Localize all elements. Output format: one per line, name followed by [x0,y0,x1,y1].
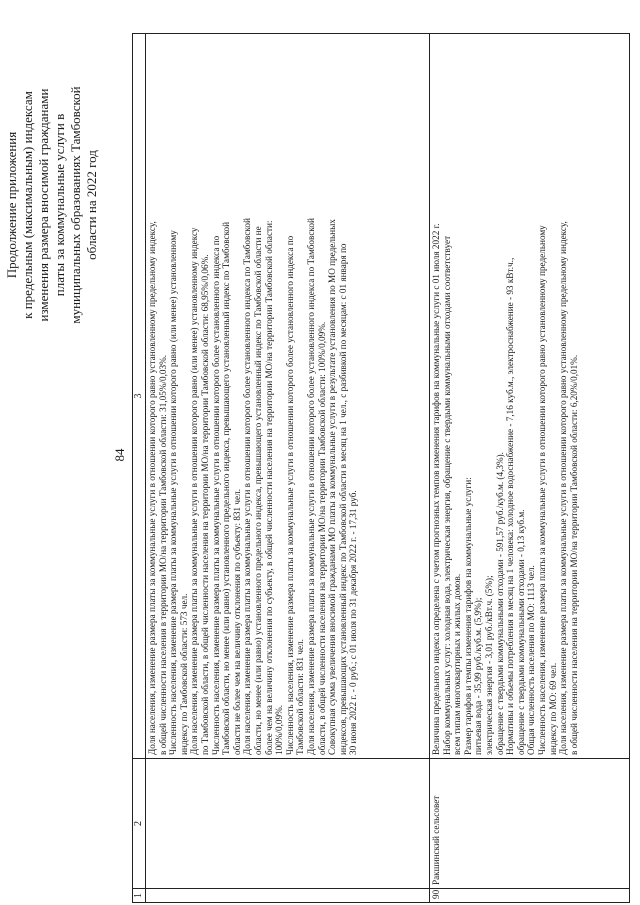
text-line: 100%/0,09%. [274,704,285,755]
text-line: Доля населения, изменение размера платы за коммунальные услуги в отношении которого равно установленному предельному индексу, [558,221,569,755]
indices-table [132,33,630,903]
header-col-3: 3 [133,34,146,759]
heading-line: изменения размера вносимой гражданами [36,88,51,322]
text-line: Тамбовской области, но менее (или равно) установленного предельного индекса, превышающего установленный индекс по Тамбовской [221,221,232,755]
text-line: области, в общей численности населения на территории МО/на территории Тамбовской области: 100%/0,09%. [316,321,327,755]
heading-line: Продолжение приложения [4,131,19,279]
row-description-cell [430,34,630,759]
municipality-name: Ракшинский сельсовет [430,759,630,889]
text-line: в общей численности населения на территории МО/на территории Тамбовской области: 6,20%/0,01%. [568,354,579,755]
text-line: по Тамбовской области, в общей численности населения на территории МО/на территории Тамбовской области: 68,95%/0,06%. [199,254,210,755]
heading-line: области на 2022 год [84,150,99,260]
text-line: Численность населения, изменение размера платы за коммунальные услуги в отношении которого более установленного индекса по [210,235,221,755]
text-line: индексов, превышающих установленный индекс по Тамбовской области в месяц на 1 чел., с разбивкой по месяцам: с 01 января по [337,243,348,755]
heading-line: к предельным (максимальным) индексам [20,91,35,319]
text-line: Нормативы и объемы потребления в месяц на 1 человека: холодное водоснабжение - 7,16 куб.м., электроснабжение - 93 кВт.ч., [505,257,516,755]
row-description-cell [146,34,430,759]
row-number: 90 [430,889,630,903]
text-line: Совокупная сумма увеличения вносимой гражданами МО платы за коммунальные услуги в результате установления по МО предельных [327,219,338,755]
text-line: более чем на величину отклонения по субъекту, в общей численности населения на территории МО/на территории Тамбовской области: [263,220,274,755]
heading-line: платы за коммунальные услуги в [52,113,67,297]
text-line: Численность населения, изменение размера платы за коммунальные услуги в отношении которого более установленного индекса по [284,235,295,755]
row-number-cell [146,889,430,903]
text-line: Численность населения, изменение размера платы за коммунальные услуги в отношении которого равно (или менее) установленному [168,230,179,755]
text-line: 30 июня 2022 г. - 0 руб.; с 01 июля по 31 декабря 2022 г. - 17,31 руб. [348,490,359,755]
text-line: Величина предельного индекса определена с учетом прогнозных темпов изменения тарифов на коммунальные услуги с 01 июля 2022 г. [431,223,441,755]
text-line: в общей численности населения в территории МО/на территории Тамбовской области: 31,05%/0,03%. [157,354,168,755]
text-line: Доля населения, изменение размера платы за коммунальные услуги в отношении которого равно (или менее) установленному индексу [189,227,200,755]
text-line: обращение с твердыми коммунальными отходами - 0,13 куб.м. [515,509,526,755]
text-line: Размер тарифов и темпы изменения тарифов на коммунальные услуги: [462,477,473,755]
text-line: области, но менее (или равно) установленного предельного индекса, превышающего установленный индекс по Тамбовской области не [252,226,263,755]
text-line: Численность населения, изменение размера платы за коммунальные услуги в отношении которого равно установленному предельному [536,225,547,755]
table-header-row [133,34,146,903]
text-line: индексу по МО: 69 чел. [547,662,558,755]
table-row [430,34,630,903]
text-line: Доля населения, изменение размера платы за коммунальные услуги в отношении которого более установленного индекса по Тамбовской [305,218,316,755]
text-line: Набор коммунальных услуг: холодная вода, электрическая энергия, обращение с твердыми коммунальными отходами соответствует [441,235,452,755]
text-line: Общая численность населения по МО: 1113 чел. [526,565,537,755]
text-line: обращение с твердыми коммунальными отходами - 591,57 руб./куб.м. (4,3%). [494,452,505,755]
header-col-1: 1 [133,889,146,903]
text-line: электрическая энергия - 3,01 руб./кВт.ч. (5%); [483,575,494,755]
heading-line: муниципальных образованиях Тамбовской [68,86,83,324]
row-name-cell [146,759,430,889]
text-line: индексу по Тамбовской области: 573 чел. [178,593,189,755]
text-line: Доля населения, изменение размера платы за коммунальные услуги в отношении которого равно установленному предельному индексу, [147,221,157,755]
text-line: Тамбовской области: 831 чел. [295,639,306,755]
text-line: области не более чем на величину отклонения по субъекту: 831 чел. [231,488,242,755]
text-line: всем типам многоквартирных и жилых домов. [452,573,463,755]
page-number: 84 [112,448,127,462]
table-row-continued [146,34,430,903]
text-line: Доля населения, изменение размера платы за коммунальные услуги в отношении которого более установленного индекса по Тамбовской [242,218,253,755]
appendix-heading [4,35,100,375]
header-col-2: 2 [133,759,146,889]
text-line: питьевая вода - 35,99 руб./куб.м. (5,9%); [473,597,484,755]
